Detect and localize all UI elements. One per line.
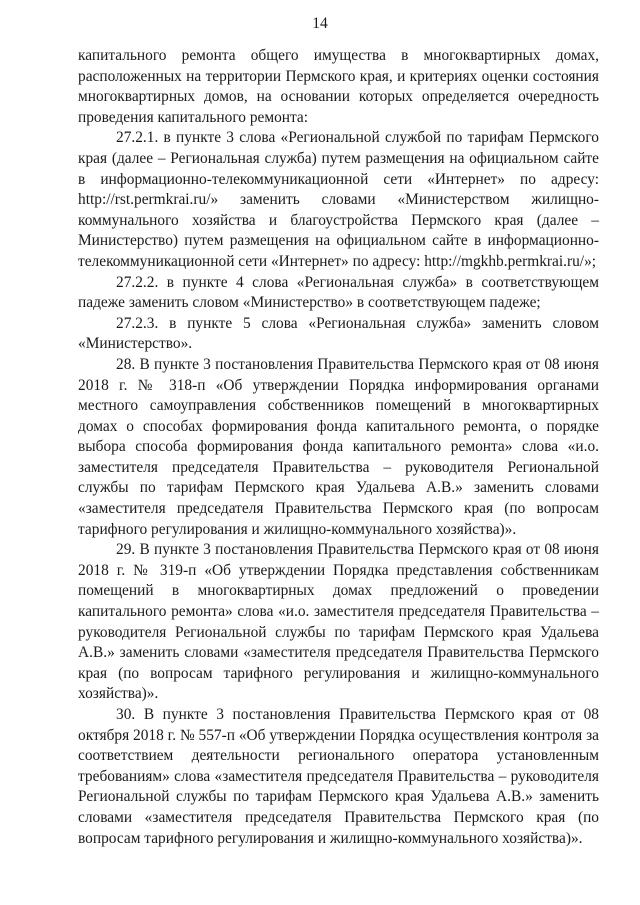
paragraph-27-2-3: 27.2.3. в пункте 5 слова «Региональная служба» заменить словом «Министерство». <box>78 314 599 353</box>
paragraph-29: 29. В пункте 3 постановления Правительства Пермского края от 08 июня 2018 г. № 319-п «Об утверждении Порядка представления собственникам помещений в многоквартирных домах предложений о проведении капитального ремонта» слова «и.о. заместителя председателя Правительства – руководителя Региональной службы по тарифам Пермского края Удальева А.В.» заменить словами «заместителя председателя Правительства Пермского края (по вопросам тарифного регулирования и жилищно-коммунального хозяйства)». <box>78 541 599 703</box>
paragraph-continuation: капитального ремонта общего имущества в многоквартирных домах, расположенных на территории Пермского края, и критериях оценки состояния многоквартирных домов, на основании которых определяется очередность проведения капитального ремонта: <box>78 47 599 126</box>
paragraph-28: 28. В пункте 3 постановления Правительства Пермского края от 08 июня 2018 г. № 318-п «Об утверждении Порядка информирования органами местного самоуправления собственников помещений в многоквартирных домах о способах формирования фонда капитального ремонта, о порядке выбора способа формирования фонда капитального ремонта» слова «и.о. заместителя председателя Правительства – руководителя Региональной службы по тарифам Пермского края Удальева А.В.» заменить словами «заместителя председателя Правительства Пермского края (по вопросам тарифного регулирования и жилищно-коммунального хозяйства)». <box>78 355 599 538</box>
document-body <box>78 46 599 849</box>
page-number: 14 <box>312 15 328 32</box>
paragraph-30: 30. В пункте 3 постановления Правительства Пермского края от 08 октября 2018 г. № 557-п «Об утверждении Порядка осуществления контроля за соответствием деятельности регионального оператора установленным требованиям» слова «заместителя председателя Правительства – руководителя Региональной службы по тарифам Пермского края Удальева А.В.» заменить словами «заместителя председателя Правительства Пермского края (по вопросам тарифного регулирования и жилищно-коммунального хозяйства)». <box>78 706 599 847</box>
paragraph-27-2-2: 27.2.2. в пункте 4 слова «Региональная служба» в соответствующем падеже заменить словом «Министерство» в соответствующем падеже; <box>78 273 599 312</box>
paragraph-27-2-1: 27.2.1. в пункте 3 слова «Региональной службой по тарифам Пермского края (далее – Региональная служба) путем размещения на официальном сайте в информационно-телекоммуникационной сети «Интернет» по адресу: http://rst.permkrai.ru/» заменить словами «Министерством жилищно-коммунального хозяйства и благоустройства Пермского края (далее – Министерство) путем размещения на официальном сайте в информационно-телекоммуникационной сети «Интернет» по адресу: http://mgkhb.permkrai.ru/»; <box>78 129 599 270</box>
